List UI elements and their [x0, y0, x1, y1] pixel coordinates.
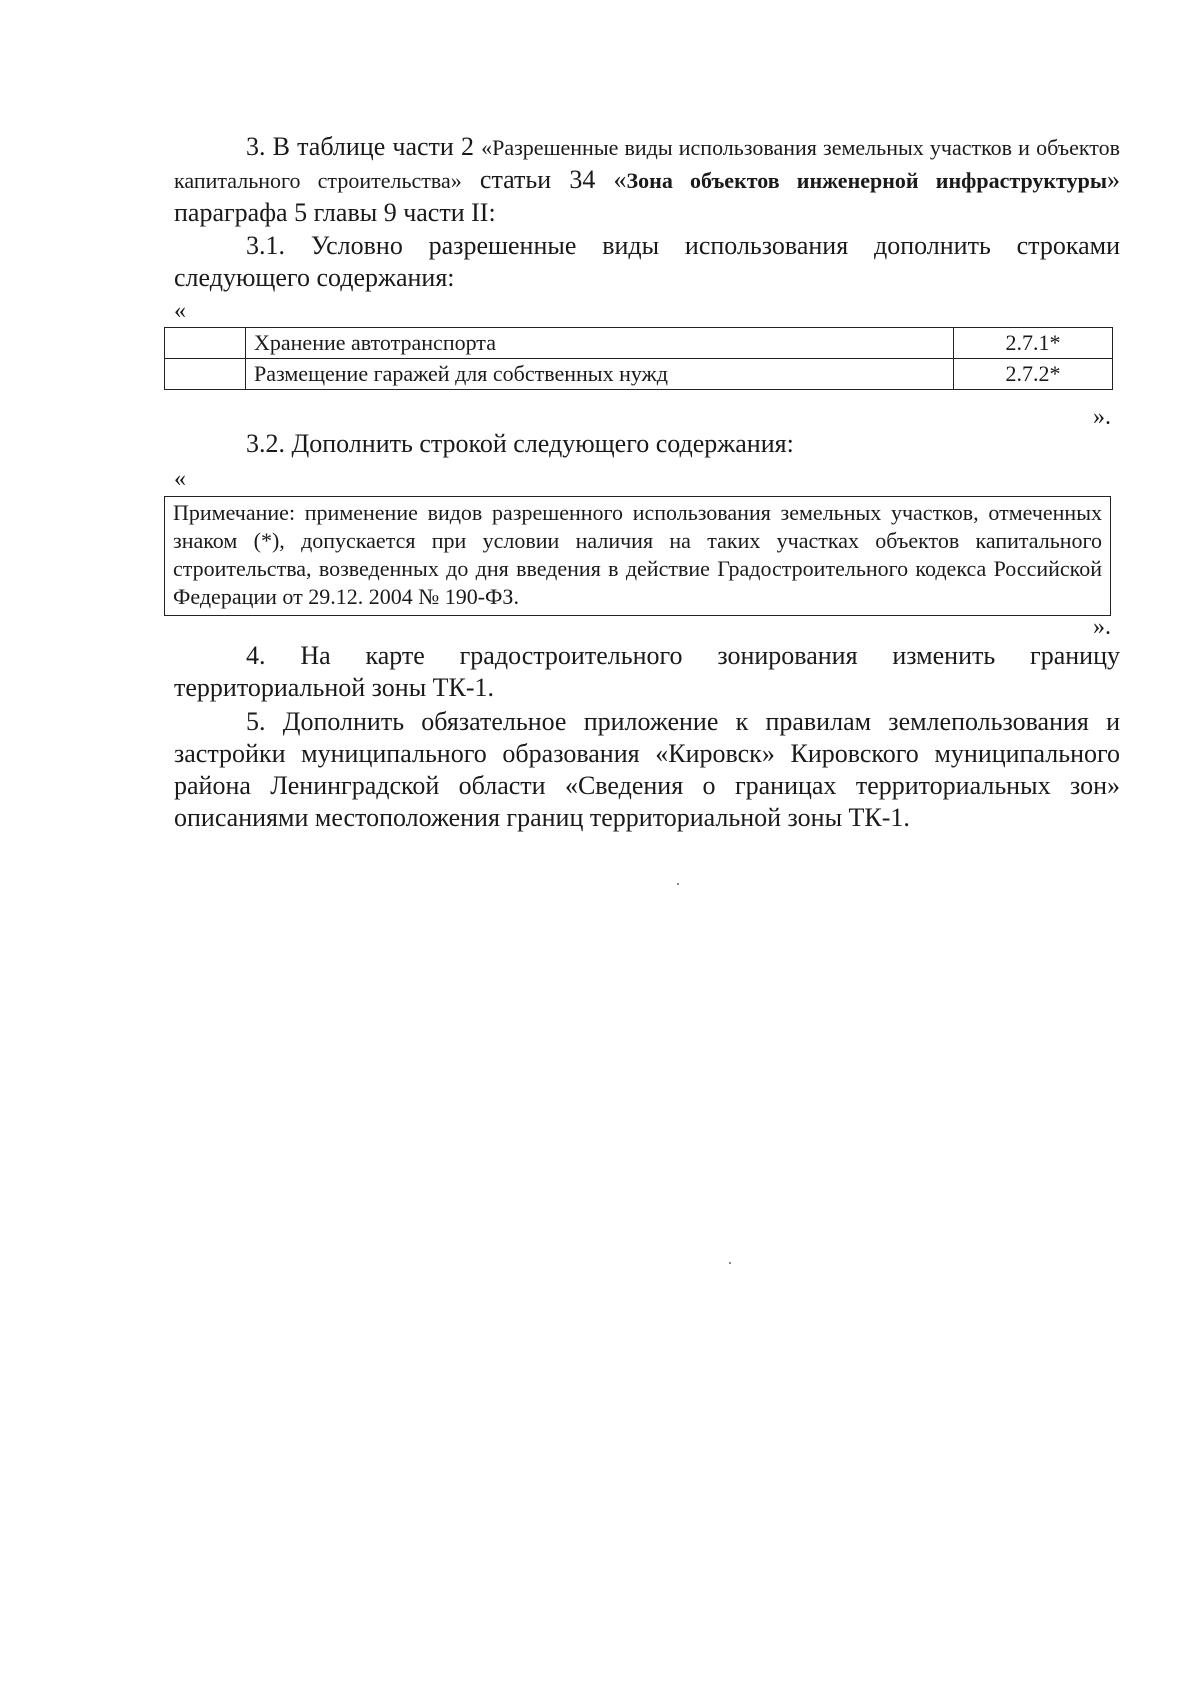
table-cell-empty — [165, 328, 246, 359]
open-quote-2: « — [174, 466, 186, 492]
item-3-paragraph — [174, 131, 1120, 229]
scan-speck — [677, 883, 679, 885]
item-5-paragraph — [174, 706, 1120, 834]
item-5-text: 5. Дополнить обязательное приложение к правилам землепользования и застройки муниципального образования «Кировск» Кировского муниципального района Ленинградской области «Сведения о границах территориальных зон» описаниями местоположения границ территориальной зоны ТК-1. — [174, 707, 1120, 832]
table-row — [165, 328, 1113, 359]
zone-close-quote: » — [1107, 165, 1120, 194]
table-cell-use-name: Хранение автотранспорта — [246, 328, 954, 359]
item-4-text: 4. На карте градостроительного зонирования изменить границу территориальной зоны ТК-1. — [174, 641, 1120, 702]
open-quote-1: « — [174, 298, 186, 324]
item-3-1-paragraph — [174, 230, 1120, 294]
table-cell-empty — [165, 359, 246, 390]
table-row — [165, 359, 1113, 390]
close-quote-1: ». — [1093, 404, 1111, 430]
table-cell-use-code: 2.7.1* — [954, 328, 1113, 359]
table-cell-use-code: 2.7.2* — [954, 359, 1113, 390]
land-use-table — [164, 327, 1113, 390]
item-4-paragraph — [174, 640, 1120, 704]
zone-open-quote: « — [613, 165, 627, 194]
item-3-1-text: 3.1. Условно разрешенные виды использования дополнить строками следующего содержания: — [174, 231, 1120, 292]
note-box: Примечание: применение видов разрешенного использования земельных участков, отмеченных знаком (*), допускается при условии наличия на таких участках объектов капитального строительства, возведенных до дня введения в действие Градостроительного кодекса Российской Федерации от 29.12. 2004 № 190-ФЗ. — [164, 496, 1111, 616]
table-cell-use-name: Размещение гаражей для собственных нужд — [246, 359, 954, 390]
zone-name: Зона объектов инженерной инфраструктуры — [626, 168, 1107, 193]
item-3-tail: параграфа 5 главы 9 части II: — [174, 198, 496, 227]
item-3-quoted-title: «Разрешенные виды использования земельных участков и объектов капитального строительства» — [174, 135, 1120, 193]
item-3-lead: 3. В таблице части 2 — [246, 132, 482, 161]
scan-speck — [729, 1262, 731, 1264]
item-3-mid: статьи 34 — [461, 165, 614, 194]
item-3-2-text: 3.2. Дополнить строкой следующего содержания: — [246, 429, 794, 458]
close-quote-2: ». — [1093, 614, 1111, 640]
item-3-2-paragraph — [174, 428, 1120, 460]
